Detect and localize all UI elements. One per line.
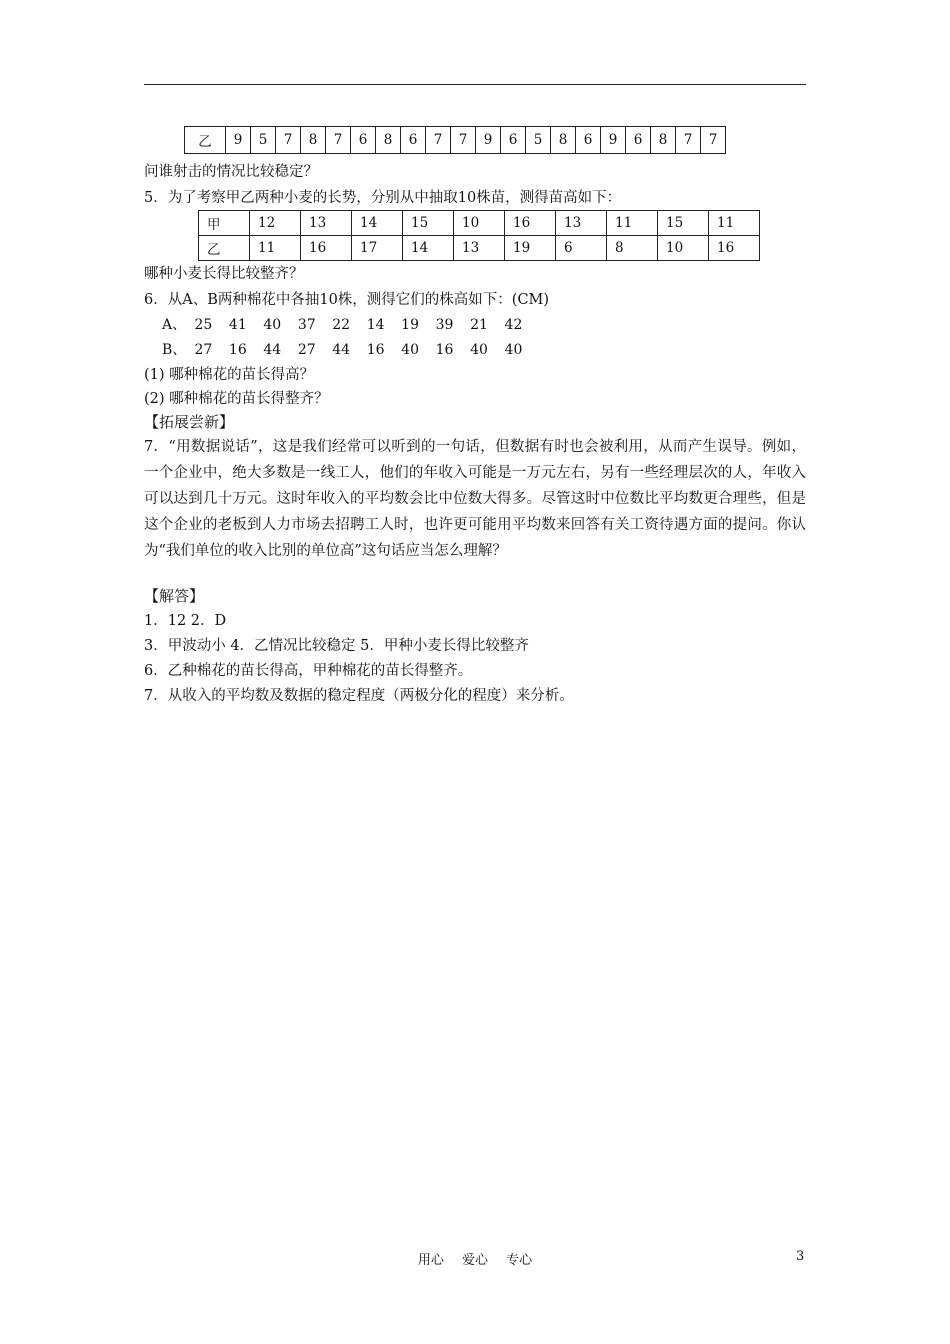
cotton-b-value: 16 [435, 342, 454, 358]
table-cell: 5 [526, 127, 551, 154]
q5-intro: 5．为了考察甲乙两种小麦的长势，分别从中抽取10株苗，测得苗高如下： [144, 190, 622, 206]
cotton-b-value: 27 [297, 342, 316, 358]
cotton-b-value: 40 [470, 342, 488, 358]
table-cell: 11 [607, 211, 658, 236]
cotton-b-value: 44 [263, 342, 282, 358]
page-number: 3 [796, 1249, 805, 1264]
table-cell: 9 [226, 127, 251, 154]
q7-paragraph: 7．“用数据说话”，这是我们经常可以听到的一句话，但数据有时也会被利用，从而产生误导。例如，一个企业中，绝大多数是一线工人，他们的年收入可能是一万元左右，另有一些经理层次的人，年收入可以达到几十万元。这时年收入的平均数会比中位数大得多。尽管这时中位数比平均数更合理些，但是这个企业的老板到人力市场去招聘工人时，也许更可能用平均数来回答有关工资待遇方面的提问。你认为“我们单位的收入比别的单位高”这句话应当怎么理解？ [144, 439, 806, 559]
table-cell: 14 [352, 211, 403, 236]
table-cell: 7 [701, 127, 726, 154]
cotton-a-value: 22 [332, 317, 351, 333]
cotton-a-value: 41 [228, 317, 247, 333]
table-cell: 9 [601, 127, 626, 154]
q6-intro: 6．从A、B两种棉花中各抽10株，测得它们的株高如下：(CM) [144, 292, 550, 308]
table-cell: 6 [626, 127, 651, 154]
cotton-b-value: 40 [401, 342, 419, 358]
cotton-b-value: 44 [332, 342, 351, 358]
table-cell: 14 [403, 236, 454, 261]
table-cell: 10 [658, 236, 709, 261]
footer-motto: 用心 爱心 专心 [417, 1253, 533, 1268]
table-row-label: 乙 [185, 127, 226, 154]
q6-sub1: (1) 哪种棉花的苗长得高？ [144, 367, 315, 383]
cotton-b-value: 16 [228, 342, 247, 358]
q6-sub2: (2) 哪种棉花的苗长得整齐？ [144, 391, 329, 407]
table-cell: 6 [556, 236, 607, 261]
table-row [199, 211, 760, 236]
cotton-a-value: 37 [297, 317, 316, 333]
section-extend-heading: 【拓展尝新】 [144, 413, 235, 431]
table-cell: 17 [352, 236, 403, 261]
answer-line: 7．从收入的平均数及数据的稳定程度（两极分化的程度）来分析。 [144, 688, 574, 704]
cotton-a-value: 40 [263, 317, 282, 333]
table-cell: 5 [251, 127, 276, 154]
table-cell: 15 [403, 211, 454, 236]
table-cell: 7 [326, 127, 351, 154]
table-cell: 6 [576, 127, 601, 154]
table-row [199, 236, 760, 261]
table-cell: 16 [301, 236, 352, 261]
table-cell: 19 [505, 236, 556, 261]
cotton-b-value: 40 [504, 342, 523, 358]
table-row-label: 甲 [199, 211, 250, 236]
cotton-a-row [162, 315, 535, 335]
cotton-a-value: 25 [194, 317, 213, 333]
yi-shooting-table [184, 126, 726, 154]
table-cell: 16 [709, 236, 760, 261]
table-cell: 7 [676, 127, 701, 154]
table-cell: 13 [301, 211, 352, 236]
table-row [185, 127, 726, 154]
cotton-a-value: 14 [366, 317, 385, 333]
table-cell: 7 [426, 127, 451, 154]
table-cell: 11 [250, 236, 301, 261]
table-cell: 15 [658, 211, 709, 236]
table-cell: 10 [454, 211, 505, 236]
wheat-height-table [198, 210, 760, 261]
answer-line: 3．甲波动小 4．乙情况比较稳定 5．甲种小麦长得比较整齐 [144, 638, 529, 654]
table-cell: 8 [551, 127, 576, 154]
cotton-a-value: 21 [470, 317, 488, 333]
table-cell: 11 [709, 211, 760, 236]
answer-line: 6．乙种棉花的苗长得高，甲种棉花的苗长得整齐。 [144, 663, 473, 679]
table-cell: 6 [351, 127, 376, 154]
q4-question: 问谁射击的情况比较稳定？ [144, 164, 318, 180]
cotton-a-value: 19 [401, 317, 419, 333]
answer-line: 1．12 2．D [144, 613, 227, 629]
cotton-a-value: 39 [435, 317, 454, 333]
table-cell: 7 [276, 127, 301, 154]
table-cell: 6 [401, 127, 426, 154]
q5-question: 哪种小麦长得比较整齐？ [144, 266, 304, 282]
table-cell: 9 [476, 127, 501, 154]
table-cell: 12 [250, 211, 301, 236]
table-cell: 13 [556, 211, 607, 236]
cotton-b-row [162, 340, 535, 360]
table-cell: 7 [451, 127, 476, 154]
header-rule [144, 84, 806, 85]
table-cell: 8 [376, 127, 401, 154]
table-cell: 8 [607, 236, 658, 261]
cotton-b-label: B、 [162, 342, 187, 358]
section-answers-heading: 【解答】 [144, 587, 205, 605]
table-cell: 8 [301, 127, 326, 154]
table-cell: 8 [651, 127, 676, 154]
cotton-a-label: A、 [162, 317, 187, 333]
cotton-b-value: 16 [366, 342, 385, 358]
table-row-label: 乙 [199, 236, 250, 261]
table-cell: 13 [454, 236, 505, 261]
cotton-a-value: 42 [504, 317, 523, 333]
cotton-b-value: 27 [194, 342, 213, 358]
table-cell: 16 [505, 211, 556, 236]
table-cell: 6 [501, 127, 526, 154]
